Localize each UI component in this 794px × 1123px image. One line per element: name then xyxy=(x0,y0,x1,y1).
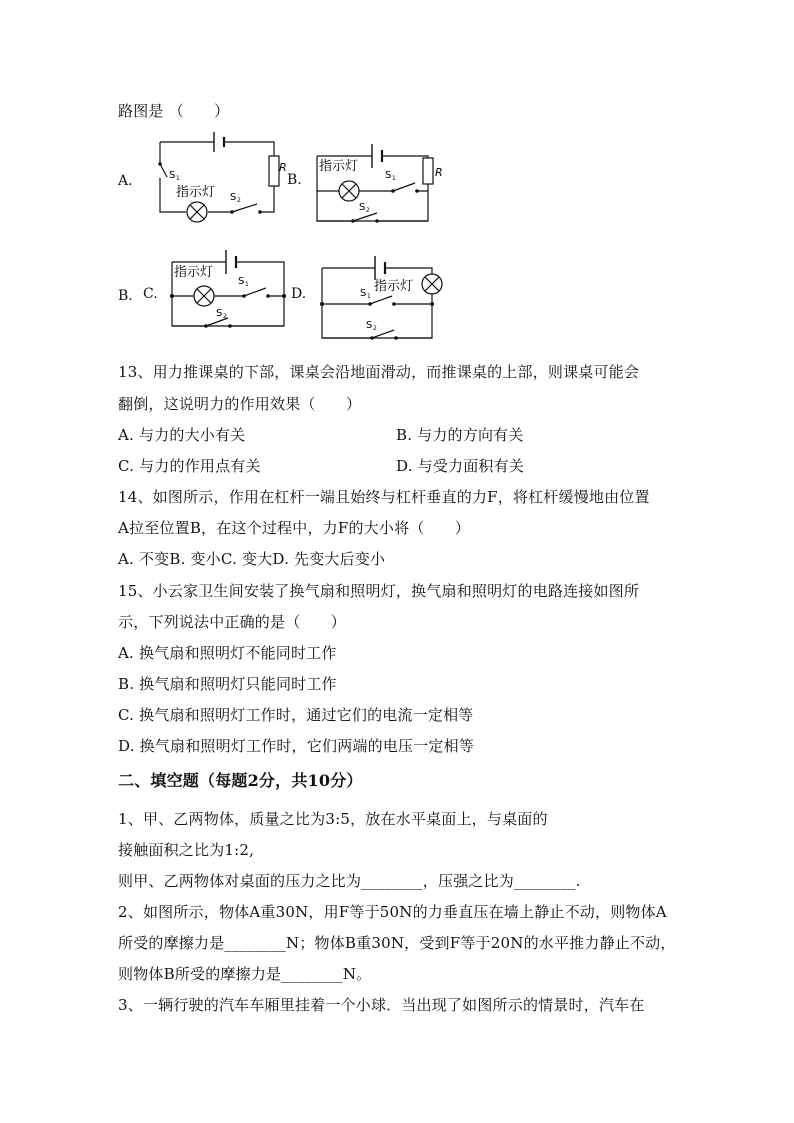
q13-option-b: B. 与力的方向有关 xyxy=(396,426,524,444)
q15-option-b: B. 换气扇和照明灯只能同时工作 xyxy=(118,675,337,693)
q15-option-d: D. 换气扇和照明灯工作时，它们两端的电压一定相等 xyxy=(118,737,475,755)
s1-label: S xyxy=(360,288,367,299)
s1-subscript: 1 xyxy=(367,293,371,300)
s1-subscript: 1 xyxy=(392,175,396,182)
lamp-label: 指示灯 xyxy=(176,185,216,200)
s2-label: S xyxy=(366,320,373,331)
option-c-label: C. xyxy=(143,286,158,302)
s2-label: S xyxy=(216,308,223,319)
s1-subscript: 1 xyxy=(176,175,180,182)
circuit-diagram-c xyxy=(168,246,288,332)
q15-option-c: C. 换气扇和照明灯工作时，通过它们的电流一定相等 xyxy=(118,706,474,724)
q13-stem-line1: 13、用力推课桌的下部，课桌会沿地面滑动，而推课桌的上部，则课桌可能会 xyxy=(118,363,640,381)
q13-stem-line2: 翻倒，这说明力的作用效果（ ） xyxy=(118,395,362,413)
f2-line2: 所受的摩擦力是________N；物体B重30N，受到F等于20N的水平推力静止不动， xyxy=(118,934,676,952)
q15-stem-line2: 示，下列说法中正确的是（ ） xyxy=(118,613,347,631)
option-b-label-row2: B. xyxy=(118,288,133,304)
option-d-label: D. xyxy=(291,286,307,302)
f2-line3: 则物体B所受的摩擦力是________N。 xyxy=(118,965,372,983)
question-stem-intro: 路图是 （ ） xyxy=(118,102,230,120)
section-heading: 二、填空题（每题2分，共10分） xyxy=(118,771,363,790)
q14-stem-line2: A拉至位置B，在这个过程中，力F的大小将（ ） xyxy=(118,519,471,537)
q13-option-c: C. 与力的作用点有关 xyxy=(118,457,261,475)
lamp-label: 指示灯 xyxy=(374,279,414,294)
circuit-diagram-a xyxy=(150,128,285,223)
f3-line1: 3、一辆行驶的汽车车厢里挂着一个小球．当出现了如图所示的情景时，汽车在 xyxy=(118,996,645,1014)
s1-label: S xyxy=(385,170,392,181)
f1-line3: 则甲、乙两物体对桌面的压力之比为________，压强之比为________. xyxy=(118,872,581,890)
s2-subscript: 2 xyxy=(237,197,241,204)
option-a-label: A. xyxy=(118,173,133,189)
q14-options: A. 不变B. 变小C. 变大D. 先变大后变小 xyxy=(118,550,386,568)
s2-subscript: 2 xyxy=(373,325,377,332)
circuit-diagram-b xyxy=(315,136,465,226)
resistor-label: R xyxy=(435,166,443,179)
s1-subscript: 1 xyxy=(245,281,249,288)
circuit-diagram-d xyxy=(318,254,448,340)
option-b-label: B. xyxy=(287,172,302,188)
s1-label: S xyxy=(169,170,176,181)
q13-option-d: D. 与受力面积有关 xyxy=(396,457,525,475)
lamp-label: 指示灯 xyxy=(319,159,359,174)
f1-line2: 接触面积之比为1:2, xyxy=(118,841,255,859)
s2-label: S xyxy=(230,192,237,203)
q14-stem-line1: 14、如图所示，作用在杠杆一端且始终与杠杆垂直的力F，将杠杆缓慢地由位置 xyxy=(118,488,650,506)
resistor-label: R xyxy=(279,161,287,174)
f2-line1: 2、如图所示，物体A重30N，用F等于50N的力垂直压在墙上静止不动，则物体A xyxy=(118,903,667,921)
lamp-label: 指示灯 xyxy=(174,265,214,280)
s2-label: S xyxy=(359,202,366,213)
q15-option-a: A. 换气扇和照明灯不能同时工作 xyxy=(118,644,337,662)
q13-option-a: A. 与力的大小有关 xyxy=(118,426,246,444)
f1-line1: 1、甲、乙两物体，质量之比为3:5，放在水平桌面上，与桌面的 xyxy=(118,810,548,828)
q15-stem-line1: 15、小云家卫生间安装了换气扇和照明灯，换气扇和照明灯的电路连接如图所 xyxy=(118,582,640,600)
s2-subscript: 2 xyxy=(366,207,370,214)
s2-subscript: 2 xyxy=(223,313,227,320)
s1-label: S xyxy=(238,276,245,287)
